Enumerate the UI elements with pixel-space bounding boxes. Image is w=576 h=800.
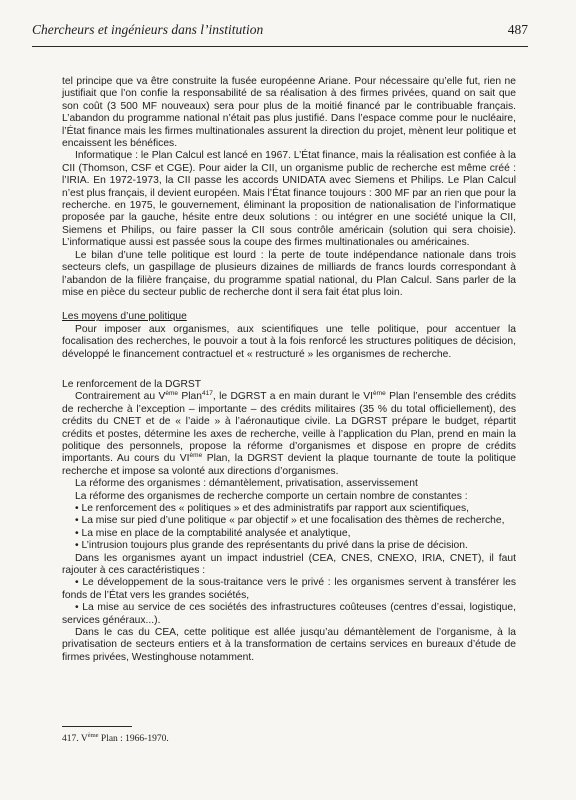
superscript: ème [189, 452, 203, 460]
section-title-text: Les moyens d’une politique [62, 311, 187, 323]
paragraph-ariane: tel principe que va être construite la fusée européenne Ariane. Pour nécessaire qu’elle fut, rien ne justifiait que l’on confie la responsabilité de sa réalisation à des firmes privées, quand on sait que son coût (3 500 MF nouveaux) sera pour plus de la moitié financé par le contribuable français. L’abandon du programme national n’était pas plus justifié. Dans l’espace comme pour le nucléaire, l’État finance mais les firmes multinationales assurent la direction du projet, mènent leur politique et encaissent les bénéfices. [62, 76, 516, 150]
paragraph-bilan: Le bilan d’une telle politique est lourd : la perte de toute indépendance nationale dans trois secteurs clefs, un gaspillage de plusieurs dizaines de milliards de francs lourds correspondant à l’abandon de la filière française, du programme spatial national, du Plan Calcul. Sans parler de la mise en pièce du secteur public de recherche dont il sera fait état plus loin. [62, 249, 516, 298]
section-title [62, 311, 516, 323]
text-run: Plan, la DGRST devient la plaque tournante de toute la politique recherche et impose sa volonté aux directions d’organismes. [62, 453, 517, 477]
text-run: 417. V [62, 734, 88, 744]
bullet-item: • La mise au service de ces sociétés des infrastructures coûteuses (centres d’essai, logistique, services généraux...). [62, 602, 516, 626]
text-run: Plan : 1966-1970. [98, 734, 169, 744]
text-run: , le DGRST a en main durant le VI [212, 391, 374, 403]
bullet-item: • La mise en place de la comptabilité analysée et analytique, [75, 527, 351, 539]
superscript: ème [373, 390, 386, 398]
footnote-rule [62, 726, 132, 727]
paragraph-dgrst [62, 391, 516, 478]
bullet-item: • Le renforcement des « politiques » et des administratifs par rapport aux scientifiques, [75, 503, 469, 514]
footnote [62, 734, 169, 744]
paragraph-cea: Dans le cas du CEA, cette politique est allée jusqu’au démantèlement de l’organisme, à la privatisation de secteurs entiers et à la transformation de certains services en bureaux d’étude de firmes privées, Westinghouse notamment. [62, 627, 516, 663]
body-text [62, 76, 516, 664]
bullet-item: • L’intrusion toujours plus grande des représentants du privé dans la prise de décision. [75, 540, 468, 552]
header-rule [32, 46, 528, 47]
page-number: 487 [507, 22, 528, 37]
running-title: Chercheurs et ingénieurs dans l’institution [32, 22, 264, 37]
subsection-title: Le renforcement de la DGRST [62, 378, 202, 390]
paragraph-constantes: La réforme des organismes de recherche comporte un certain nombre de constantes : [75, 490, 468, 502]
bullet-item: • La mise sur pied d’une politique « par objectif » et une focalisation des thèmes de recherche, [75, 515, 505, 527]
paragraph-reforme-title: La réforme des organismes : démantèlement, privatisation, asservissement [75, 478, 418, 490]
footnote-reference: 417 [201, 390, 213, 398]
paragraph-informatique: Informatique : le Plan Calcul est lancé en 1967. L’État finance, mais la réalisation est confiée à la CII (Thomson, CSF et CGE). Pour aider la CII, un organisme public de recherche est même créé : l’IRIA. En 1972-1973, la CII passe les accords UNIDATA avec Siemens et Philips. Le Plan Calcul n’est plus français, il devient européen. Mais l’État finance toujours : 300 MF par an rien que pour la recherche. en 1975, le gouvernement, éliminant la proposition de nationalisation de l’informatique proposée par la gauche, hésite entre deux solutions : ou intégrer en une société unique la CII, Siemens et Philips, ou faire passer la CII sous contrôle américain (solution qui sera choisie). L’informatique aussi est passée sous la coupe des firmes multinationales ou américaines. [62, 150, 516, 249]
paragraph-moyens: Pour imposer aux organismes, aux scientifiques une telle politique, pour accentuer la focalisation des recherches, le pouvoir a tout à la fois renforcé les structures politiques de décision, développé le financement contractuel et « restructuré » les organismes de recherche. [62, 323, 516, 360]
superscript: ème [165, 390, 178, 398]
text-run: Plan [177, 391, 202, 403]
text-run: Contrairement au V [75, 391, 166, 403]
superscript: ème [87, 732, 99, 739]
paragraph-impact-industriel: Dans les organismes ayant un impact industriel (CEA, CNES, CNEXO, IRIA, CNET), il faut rajouter à ces caractéristiques : [62, 552, 516, 577]
bullet-item: • Le développement de la sous-traitance vers le privé : les organismes servent à transférer les fonds de l’État vers les grandes sociétés, [62, 577, 516, 601]
page-header [32, 22, 528, 42]
text-run: Plan l’ensemble des crédits de recherche à l’exception – importante – des crédits militaires (35 % du total officiellement), des crédits du CNET et de « l’aide » à l’aéronautique civile. La DGRST prépare le budget, répartit crédits et postes, détermine les axes de recherche, veille à l’application du Plan, prend en main la politique des personnels, propose la réforme d’organismes et dispose en propre de crédits importants. Au cours du VI [62, 391, 516, 465]
